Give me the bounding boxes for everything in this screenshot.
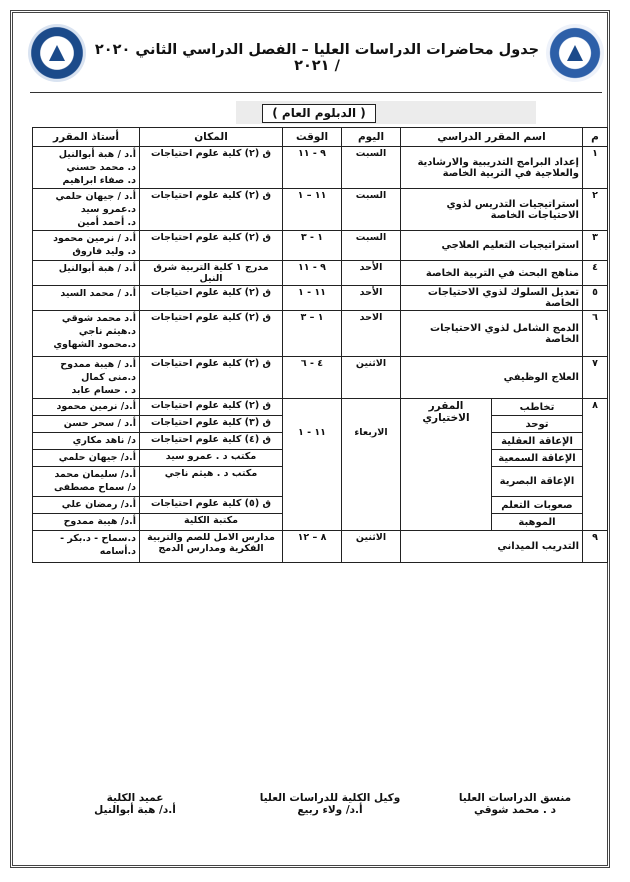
place-cell: ق (٢) كلية علوم احتياجات: [140, 311, 283, 357]
row-number: ٤: [583, 261, 608, 286]
professor-name: د. وليد فاروق: [72, 246, 136, 257]
place-cell: ق (٢) كلية علوم احتياجات: [140, 147, 283, 189]
row-number: ٧: [583, 357, 608, 399]
elective-course: الإعاقة السمعية: [492, 450, 583, 467]
faculty-logo: [28, 24, 86, 82]
professor-cell: [33, 147, 140, 189]
elective-course: صعوبات التعلم: [492, 497, 583, 514]
course-name: استراتيجيات التدريس لذوي الاحتياجات الخاصة: [401, 189, 583, 231]
professor-name: أ.د / محمد السيد: [60, 288, 136, 299]
professor-name: أ.د / هبة أبوالنيل: [58, 263, 136, 274]
elective-label: المقرر الاختياري: [401, 399, 492, 531]
course-name: التدريب الميداني: [401, 531, 583, 563]
day-cell: السبت: [342, 147, 401, 189]
elective-course: تخاطب: [492, 399, 583, 416]
professor-name: أ.د / جيهان حلمي: [55, 191, 136, 202]
row-number: ٦: [583, 311, 608, 357]
day-cell: الأحد: [342, 261, 401, 286]
course-name: الدمج الشامل لذوي الاحتياجات الخاصة: [401, 311, 583, 357]
professor-name: د.محمود الشهاوي: [53, 339, 136, 350]
col-num: م: [583, 128, 608, 147]
professor-name: د. صفاء ابراهيم: [62, 175, 136, 186]
col-day: اليوم: [342, 128, 401, 147]
professor-cell: [33, 311, 140, 357]
professor-cell: [33, 399, 140, 416]
signature-coordinator: [440, 792, 590, 816]
signature-role: عميد الكلية: [106, 792, 164, 804]
row-number: ٣: [583, 231, 608, 261]
professor-cell: [33, 467, 140, 497]
section-title: ( الدبلوم العام ): [262, 104, 376, 123]
table-row: [33, 231, 608, 261]
place-cell: مدارس الامل للصم والتربية الفكرية ومدارس الدمج: [140, 531, 283, 563]
professor-name: أ.د / هبة أبوالنيل: [58, 149, 136, 160]
time-cell: ١ – ٣: [283, 311, 342, 357]
signature-dean: [60, 792, 210, 816]
table-header-row: [33, 128, 608, 147]
time-cell: ١١ – ١: [283, 189, 342, 231]
professor-name: د. محمد حسني: [66, 162, 136, 173]
place-cell: مكتب د . هيثم ناجي: [140, 467, 283, 497]
professor-cell: [33, 514, 140, 531]
course-name: إعداد البرامج التدريبية والارشادية والعلاجية في التربية الخاصة: [401, 147, 583, 189]
signature-vice-dean: [240, 792, 420, 816]
table-row: [33, 357, 608, 399]
professor-name: د . حسام عابد: [71, 385, 136, 396]
col-course: اسم المقرر الدراسي: [401, 128, 583, 147]
table-row: [33, 147, 608, 189]
day-cell: الاثنين: [342, 531, 401, 563]
professor-name: أ.د محمد شوقي: [61, 313, 136, 324]
day-cell: الاحد: [342, 311, 401, 357]
place-cell: ق (٣) كلية علوم احتياجات: [140, 416, 283, 433]
day-cell: الاربعاء: [342, 399, 401, 531]
elective-course: الإعاقة البصرية: [492, 467, 583, 497]
day-cell: السبت: [342, 189, 401, 231]
professor-name: أ.د/ هيبة ممدوح: [63, 516, 136, 527]
professor-name: د. أحمد أمين: [77, 217, 136, 228]
place-cell: مدرج ١ كلية التربية شرق النيل: [140, 261, 283, 286]
col-time: الوقت: [283, 128, 342, 147]
professor-name: أ.د/ نرمين محمود: [56, 401, 136, 412]
day-cell: الأحد: [342, 286, 401, 311]
day-cell: الاثنين: [342, 357, 401, 399]
signature-role: منسق الدراسات العليا: [458, 792, 572, 804]
course-name: العلاج الوظيفي: [401, 357, 583, 399]
elective-course: توحد: [492, 416, 583, 433]
table-row: [33, 311, 608, 357]
place-cell: مكتبة الكلية: [140, 514, 283, 531]
row-number: ٢: [583, 189, 608, 231]
professor-cell: [33, 531, 140, 563]
row-number: ٩: [583, 531, 608, 563]
professor-name: أ.د / هيبة ممدوح: [60, 359, 136, 370]
place-cell: ق (٢) كلية علوم احتياجات: [140, 357, 283, 399]
university-logo: [546, 24, 604, 82]
place-cell: ق (٥) كلية علوم احتياجات: [140, 497, 283, 514]
day-cell: السبت: [342, 231, 401, 261]
professor-cell: [33, 357, 140, 399]
professor-name: أ.د / نرمين محمود: [53, 233, 136, 244]
elective-course: الموهبة: [492, 514, 583, 531]
time-cell: ٤ - ٦: [283, 357, 342, 399]
professor-cell: [33, 450, 140, 467]
professor-name: د.هيثم ناجي: [78, 326, 136, 337]
professor-cell: [33, 416, 140, 433]
place-cell: ق (٢) كلية علوم احتياجات: [140, 231, 283, 261]
signature-name: د . محمد شوقي: [474, 804, 556, 816]
schedule-table: [32, 127, 608, 563]
place-cell: ق (٢) كلية علوم احتياجات: [140, 399, 283, 416]
professor-name: د/ سماح مصطفى: [53, 482, 136, 493]
time-cell: ٨ – ١٢: [283, 531, 342, 563]
row-number: ٨: [583, 399, 608, 531]
elective-row: [33, 399, 608, 416]
place-cell: ق (٢) كلية علوم احتياجات: [140, 286, 283, 311]
table-row: [33, 531, 608, 563]
professor-cell: [33, 497, 140, 514]
place-cell: ق (٢) كلية علوم احتياجات: [140, 189, 283, 231]
elective-course: الإعاقة العقلية: [492, 433, 583, 450]
time-cell: ١١ - ١: [283, 399, 342, 531]
col-prof: أستاذ المقرر: [33, 128, 140, 147]
professor-name: أ.د/ جيهان حلمي: [58, 452, 136, 463]
professor-cell: [33, 261, 140, 286]
professor-cell: [33, 433, 140, 450]
row-number: ١: [583, 147, 608, 189]
course-name: استراتيجيات التعليم العلاجي: [401, 231, 583, 261]
professor-cell: [33, 286, 140, 311]
professor-cell: [33, 189, 140, 231]
professor-name: د.منى كمال: [81, 372, 136, 383]
professor-cell: [33, 231, 140, 261]
signature-name: أ.د/ ولاء ربيع: [297, 804, 363, 816]
professor-name: د.سماح - د.بكر -: [60, 533, 136, 544]
professor-name: أ.د/ رمضان علي: [61, 499, 136, 510]
course-name: مناهج البحث في التربية الخاصة: [401, 261, 583, 286]
row-number: ٥: [583, 286, 608, 311]
time-cell: ١١ - ١: [283, 286, 342, 311]
place-cell: مكتب د . عمرو سيد: [140, 450, 283, 467]
signature-name: أ.د/ هبة أبوالنيل: [94, 804, 176, 816]
page-title: جدول محاضرات الدراسات العليا – الفصل الدراسي الثاني ٢٠٢٠ / ٢٠٢١: [94, 42, 540, 74]
table-row: [33, 189, 608, 231]
professor-name: د.أسامه: [99, 546, 136, 557]
table-row: [33, 261, 608, 286]
professor-name: أ.د/ سليمان محمد: [54, 469, 136, 480]
place-cell: ق (٤) كلية علوم احتياجات: [140, 433, 283, 450]
professor-name: د/ ناهد مكاري: [72, 435, 136, 446]
professor-name: أ.د / سحر حسن: [63, 418, 136, 429]
signature-role: وكيل الكلية للدراسات العليا: [259, 792, 401, 804]
time-cell: ١ - ٣: [283, 231, 342, 261]
time-cell: ٩ - ١١: [283, 261, 342, 286]
course-name: تعديل السلوك لذوي الاحتياجات الخاصة: [401, 286, 583, 311]
table-row: [33, 286, 608, 311]
professor-name: د.عمرو سيد: [80, 204, 136, 215]
time-cell: ٩ - ١١: [283, 147, 342, 189]
header-divider: [30, 92, 602, 93]
col-place: المكان: [140, 128, 283, 147]
